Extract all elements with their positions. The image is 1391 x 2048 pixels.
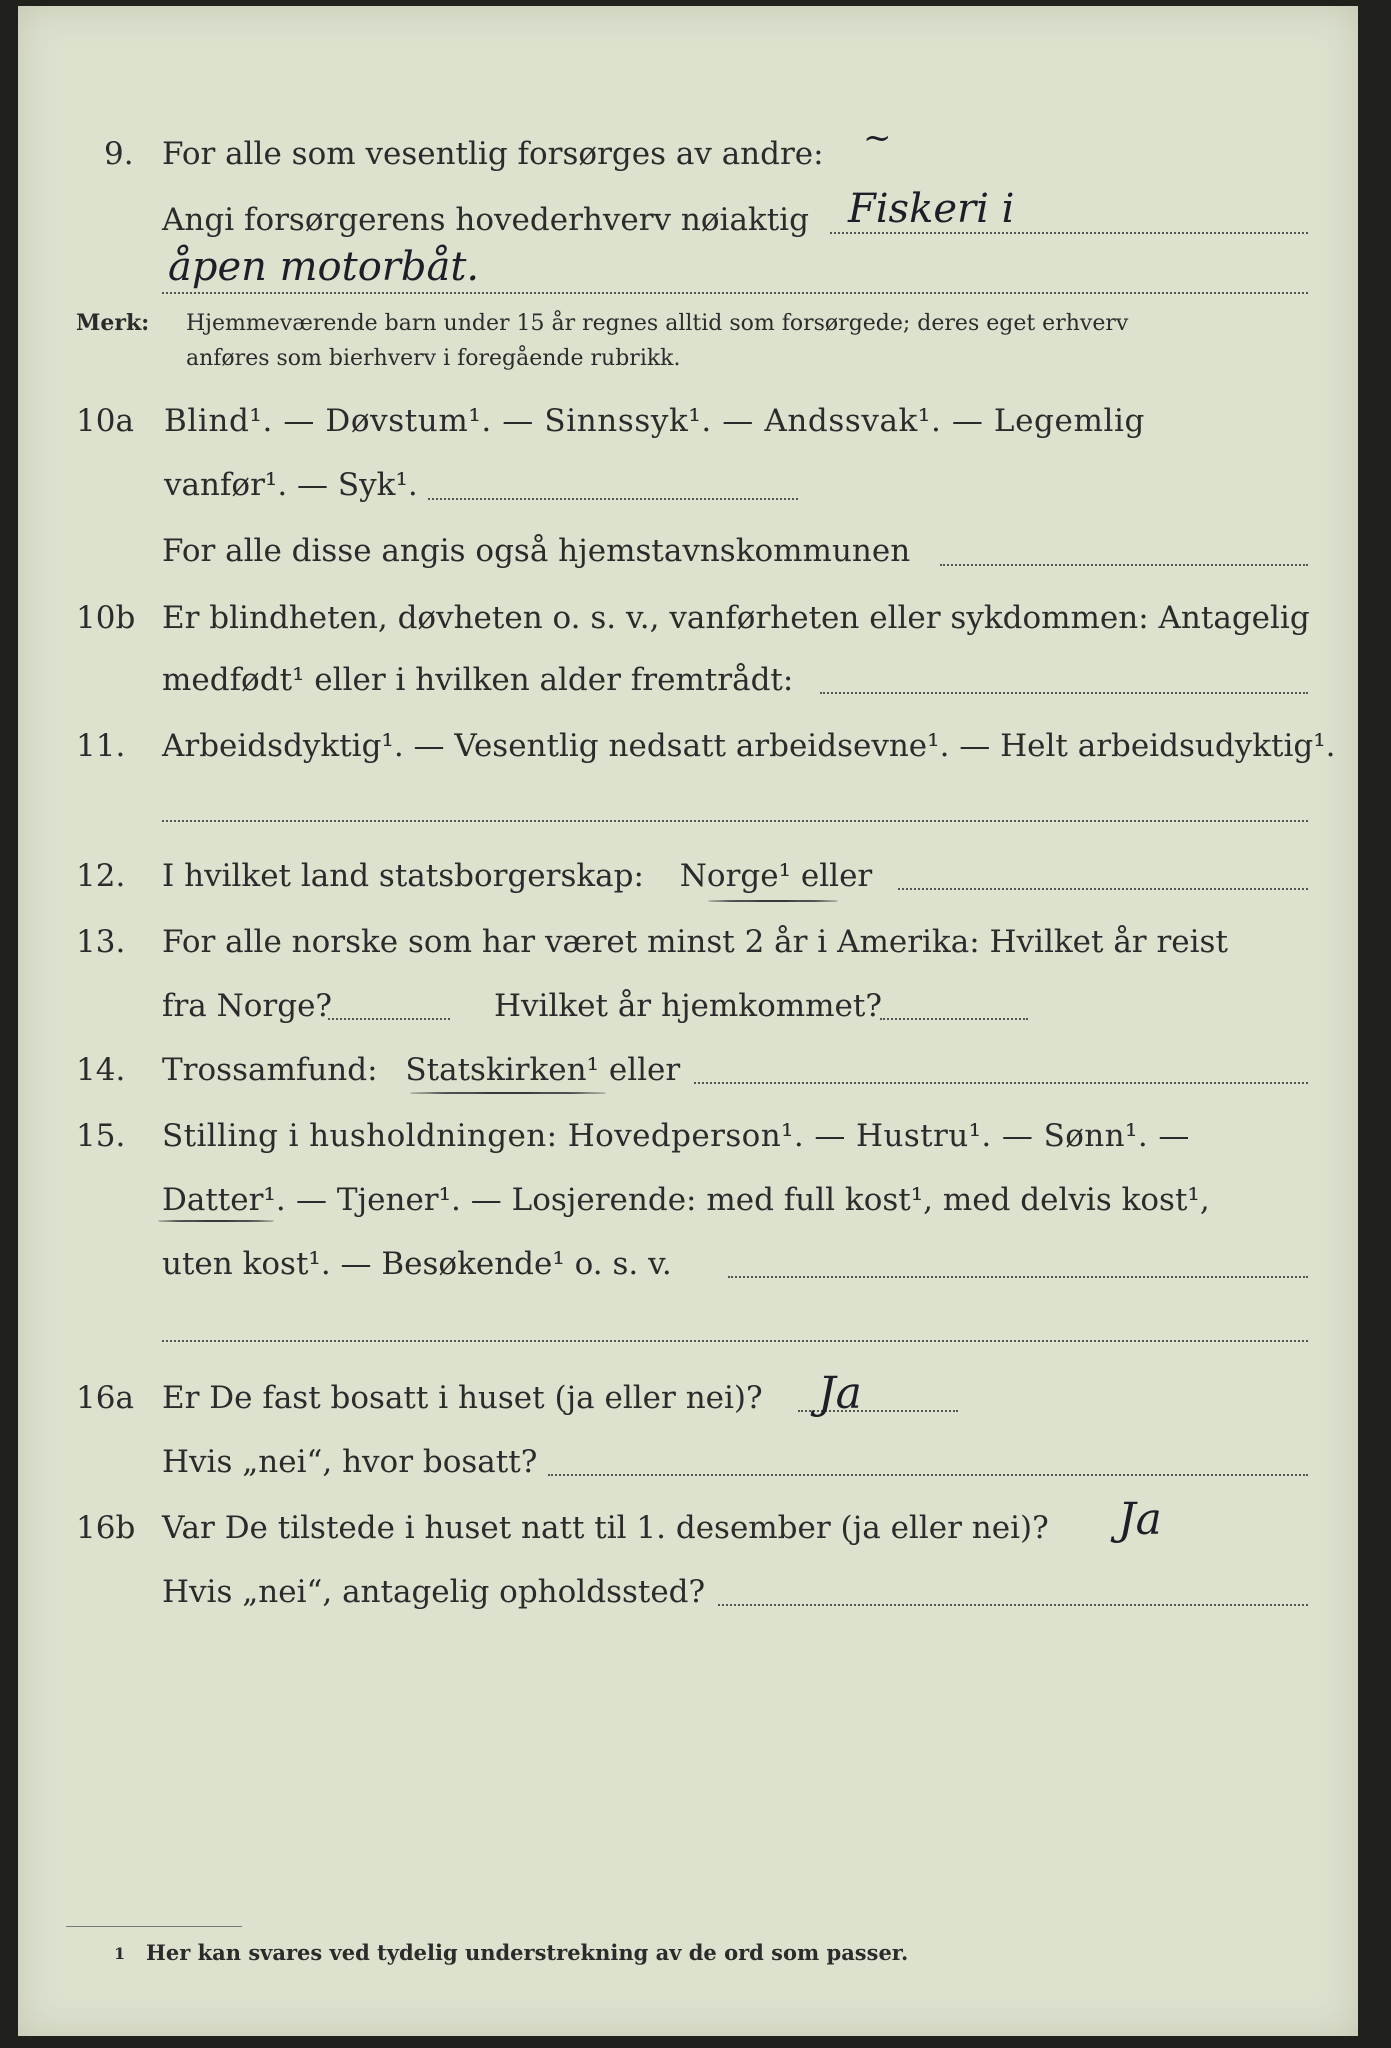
q16b-handwritten-answer: Ja bbox=[1118, 1494, 1162, 1545]
q10a-line1: Blind¹. — Døvstum¹. — Sinnssyk¹. — Andssvak¹. — Legemlig bbox=[164, 403, 1145, 439]
q14-prompt: Trossamfund: bbox=[162, 1052, 378, 1088]
q14-number: 14. bbox=[76, 1052, 126, 1088]
q9-handwritten-mark: ~ bbox=[863, 118, 892, 158]
q12-number: 12. bbox=[76, 858, 126, 894]
q16a-number: 16a bbox=[76, 1380, 134, 1416]
q16a-handwritten-answer: Ja bbox=[818, 1368, 862, 1419]
q13-number: 13. bbox=[76, 924, 126, 960]
q10a-syk-line bbox=[428, 498, 798, 500]
q16b-line2: Hvis „nei“, antagelig opholdssted? bbox=[162, 1574, 706, 1610]
footnote-rule bbox=[66, 1926, 242, 1927]
q10b-line2: medfødt¹ eller i hvilken alder fremtrådt: bbox=[162, 662, 794, 698]
q9-answer-line-2 bbox=[162, 292, 1308, 294]
merk-line1: Hjemmeværende barn under 15 år regnes alltid som forsørgede; deres eget erhverv bbox=[186, 311, 1129, 336]
q14-answer-line bbox=[694, 1082, 1308, 1084]
q13-reist-line bbox=[328, 1018, 450, 1020]
q11-answer-line bbox=[162, 820, 1308, 822]
footnote-mark: 1 bbox=[114, 1944, 126, 1963]
q15-datter-underline bbox=[158, 1220, 274, 1222]
q12-eller: eller bbox=[800, 858, 873, 894]
q10b-number: 10b bbox=[76, 600, 136, 636]
q12-text bbox=[162, 858, 872, 894]
q15-line2: — Tjener¹. — Losjerende: med full kost¹, med delvis kost¹, bbox=[296, 1182, 1210, 1218]
q15-choice-datter: Datter¹. bbox=[162, 1182, 286, 1218]
q10a-line3: For alle disse angis også hjemstavnskommunen bbox=[162, 533, 911, 569]
q12-norge-underline bbox=[708, 900, 838, 902]
q14-statskirken-underline bbox=[410, 1092, 606, 1094]
q10a-line2: vanfør¹. — Syk¹. bbox=[164, 467, 418, 503]
census-form-page bbox=[18, 6, 1358, 2036]
q10b-answer-line bbox=[820, 692, 1308, 694]
q15-line1: Stilling i husholdningen: Hovedperson¹. — Hustru¹. — Sønn¹. — bbox=[162, 1118, 1190, 1154]
q13-hjemkommet-line bbox=[880, 1018, 1028, 1020]
merk-line2: anføres som bierhverv i foregående rubrikk. bbox=[186, 346, 681, 371]
q11-line1: Arbeidsdyktig¹. — Vesentlig nedsatt arbeidsevne¹. — Helt arbeidsudyktig¹. bbox=[162, 728, 1336, 764]
q10a-number: 10a bbox=[76, 403, 134, 439]
q11-number: 11. bbox=[76, 728, 126, 764]
q13-line2a: fra Norge? bbox=[162, 988, 333, 1024]
q15-number: 15. bbox=[76, 1118, 126, 1154]
q16b-line1: Var De tilstede i huset natt til 1. desember (ja eller nei)? bbox=[162, 1510, 1049, 1546]
q9-handwritten-answer-2: åpen motorbåt. bbox=[168, 244, 480, 290]
q10a-kommune-line bbox=[940, 564, 1308, 566]
q14-choice-statskirken: Statskirken¹ bbox=[405, 1052, 599, 1088]
q9-line2: Angi forsørgerens hovederhverv nøiaktig bbox=[162, 202, 809, 238]
q16b-number: 16b bbox=[76, 1510, 136, 1546]
q9-answer-line-1 bbox=[830, 232, 1308, 234]
q14-text bbox=[162, 1052, 680, 1088]
q10b-line1: Er blindheten, døvheten o. s. v., vanførheten eller sykdommen: Antagelig bbox=[162, 600, 1310, 636]
q16a-line2: Hvis „nei“, hvor bosatt? bbox=[162, 1444, 538, 1480]
q9-line1: For alle som vesentlig forsørges av andre: bbox=[162, 136, 824, 172]
q14-eller: eller bbox=[608, 1052, 681, 1088]
q12-choice-norge: Norge¹ bbox=[679, 858, 792, 894]
q9-handwritten-answer-1: Fiskeri i bbox=[848, 186, 1015, 232]
q9-number: 9. bbox=[104, 136, 134, 172]
q13-line2b: Hvilket år hjemkommet? bbox=[494, 988, 882, 1024]
q15-line3: uten kost¹. — Besøkende¹ o. s. v. bbox=[162, 1246, 672, 1282]
footnote-text: Her kan svares ved tydelig understrekning av de ord som passer. bbox=[146, 1940, 909, 1965]
merk-label: Merk: bbox=[76, 310, 150, 336]
q16b-opholdssted-line bbox=[718, 1604, 1308, 1606]
q15-answer-line-1 bbox=[728, 1276, 1308, 1278]
q15-answer-line-2 bbox=[162, 1340, 1308, 1342]
q16a-bosatt-line bbox=[548, 1474, 1308, 1476]
q16a-line1: Er De fast bosatt i huset (ja eller nei)? bbox=[162, 1380, 763, 1416]
q13-line1: For alle norske som har været minst 2 år i Amerika: Hvilket år reist bbox=[162, 924, 1228, 960]
q12-prompt: I hvilket land statsborgerskap: bbox=[162, 858, 644, 894]
q12-answer-line bbox=[898, 888, 1308, 890]
